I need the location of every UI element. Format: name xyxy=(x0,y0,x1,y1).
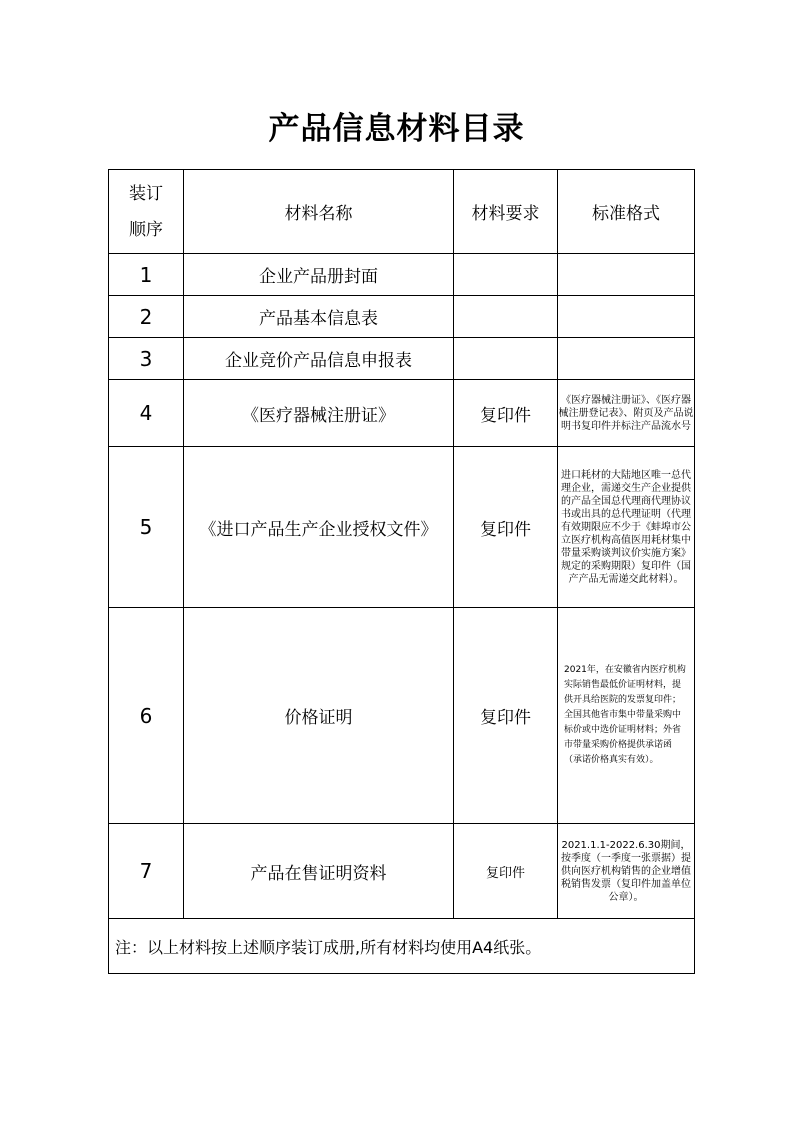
page-title: 产品信息材料目录 xyxy=(268,111,525,147)
row-requirement: 复印件 xyxy=(454,608,558,824)
row-name: 企业产品册封面 xyxy=(184,254,454,296)
header-order-line1: 装订 xyxy=(129,183,163,204)
note-row xyxy=(109,919,695,974)
table-row xyxy=(109,338,695,380)
table-row xyxy=(109,824,695,919)
row-order: 5 xyxy=(109,447,184,608)
row-requirement xyxy=(454,338,558,380)
catalog-table xyxy=(108,169,695,974)
row-format: 《医疗器械注册证》、《医疗器械注册登记表》、附页及产品说明书复印件并标注产品流水号 xyxy=(558,380,695,447)
row-order: 7 xyxy=(109,824,184,919)
table-row xyxy=(109,254,695,296)
row-name: 价格证明 xyxy=(184,608,454,824)
row-requirement: 复印件 xyxy=(454,380,558,447)
row-format: 2021年，在安徽省内医疗机构实际销售最低价证明材料，提供开具给医院的发票复印件；全国其他省市集中带量采购中标价或中选价证明材料；外省市带量采购价格提供承诺函（承诺价格真实有效）。 xyxy=(558,608,695,824)
row-order: 2 xyxy=(109,296,184,338)
header-name: 材料名称 xyxy=(184,170,454,254)
row-name: 《进口产品生产企业授权文件》 xyxy=(184,447,454,608)
header-order xyxy=(109,170,184,254)
row-name: 产品基本信息表 xyxy=(184,296,454,338)
row-format xyxy=(558,254,695,296)
row-format xyxy=(558,338,695,380)
header-format: 标准格式 xyxy=(558,170,695,254)
row-format xyxy=(558,296,695,338)
row-order: 1 xyxy=(109,254,184,296)
header-row xyxy=(109,170,695,254)
header-order-line2: 顺序 xyxy=(129,219,163,240)
row-requirement: 复印件 xyxy=(454,447,558,608)
row-name: 企业竞价产品信息申报表 xyxy=(184,338,454,380)
note-text: 注：以上材料按上述顺序装订成册,所有材料均使用A4纸张。 xyxy=(109,919,695,974)
row-order: 4 xyxy=(109,380,184,447)
row-order: 6 xyxy=(109,608,184,824)
row-name: 《医疗器械注册证》 xyxy=(184,380,454,447)
row-format: 2021.1.1-2022.6.30期间，按季度（一季度一张票据）提供向医疗机构销售的企业增值税销售发票（复印件加盖单位公章）。 xyxy=(558,824,695,919)
table-row xyxy=(109,608,695,824)
table-row xyxy=(109,447,695,608)
row-name: 产品在售证明资料 xyxy=(184,824,454,919)
row-requirement xyxy=(454,254,558,296)
row-requirement xyxy=(454,296,558,338)
row-format: 进口耗材的大陆地区唯一总代理企业，需递交生产企业提供的产品全国总代理商代理协议书或出具的总代理证明（代理有效期限应不少于《蚌埠市公立医疗机构高值医用耗材集中带量采购谈判议价实施方案》规定的采购期限）复印件（国产产品无需递交此材料）。 xyxy=(558,447,695,608)
row-requirement: 复印件 xyxy=(454,824,558,919)
header-requirement: 材料要求 xyxy=(454,170,558,254)
table-row xyxy=(109,296,695,338)
table-row xyxy=(109,380,695,447)
row-order: 3 xyxy=(109,338,184,380)
